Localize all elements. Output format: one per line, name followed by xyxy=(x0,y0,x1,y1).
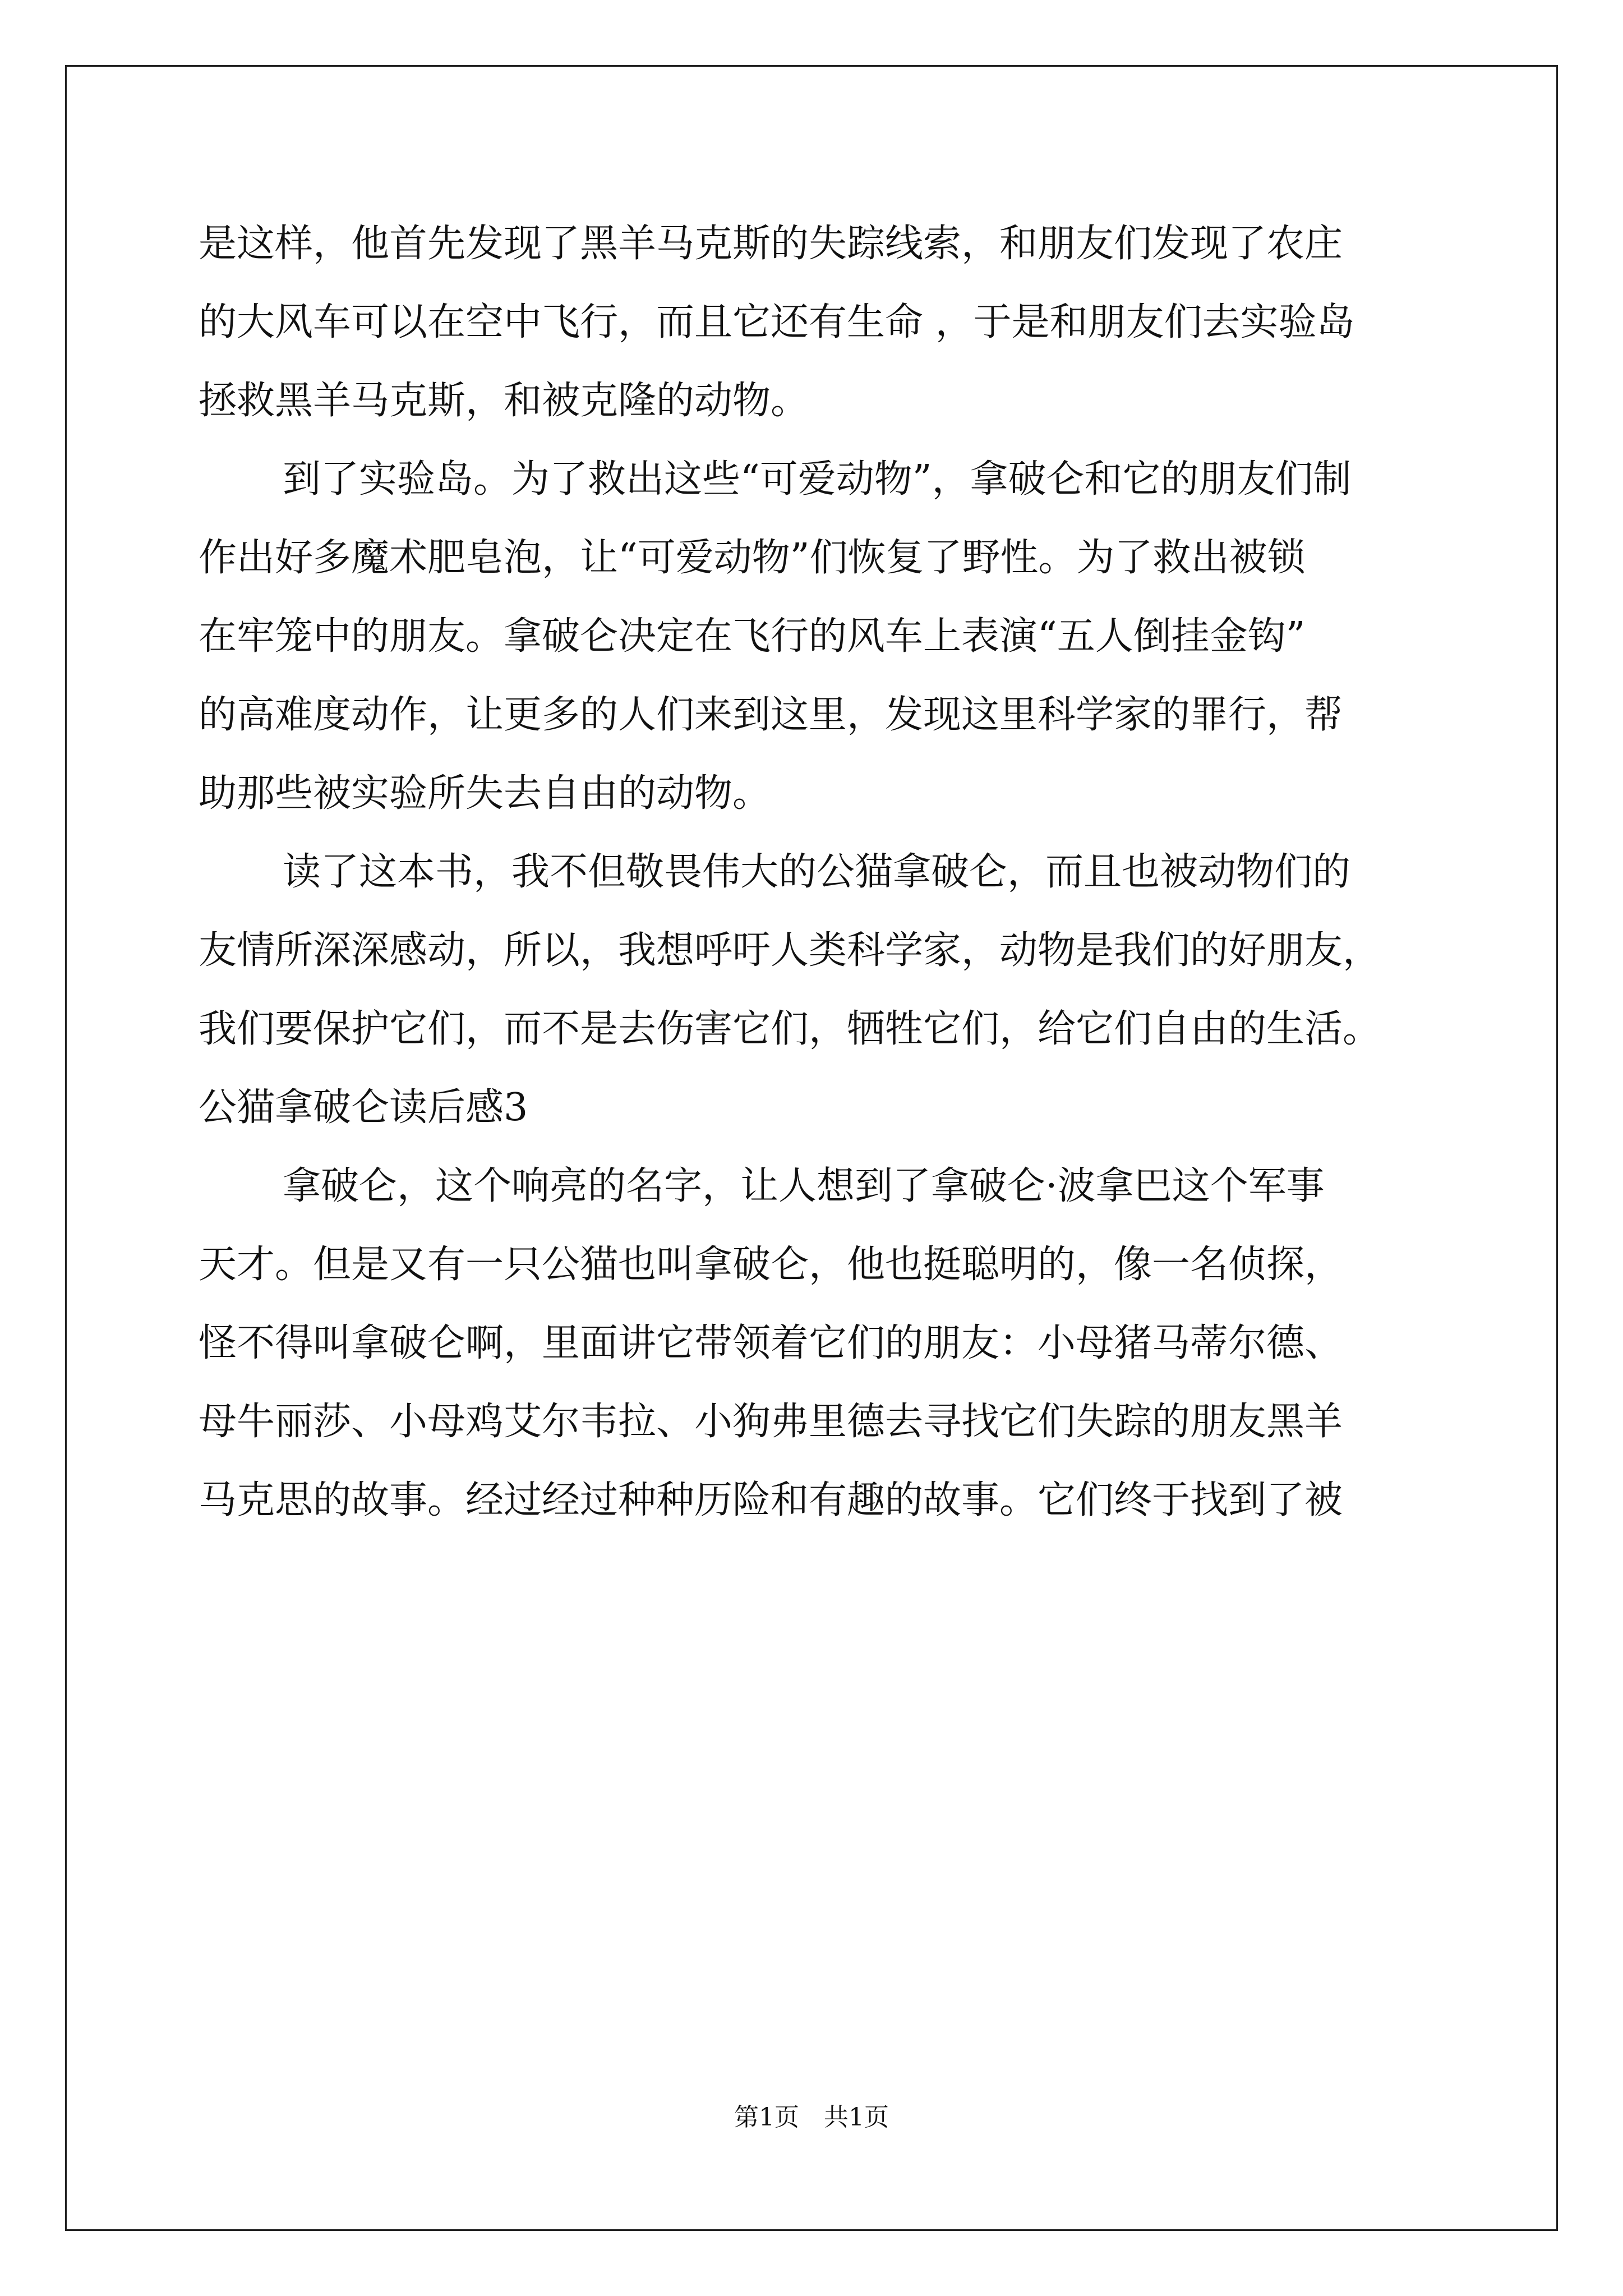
page-footer: 第1页 共1页 xyxy=(734,2103,889,2132)
text-line: 马克思的故事。经过经过种种历险和有趣的故事。它们终于找到了被 xyxy=(199,1478,1343,1522)
text-line: 的高难度动作，让更多的人们来到这里，发现这里科学家的罪行，帮 xyxy=(199,693,1343,737)
paragraph-first-line: 拿破仑，这个响亮的名字，让人想到了拿破仑·波拿巴这个军事 xyxy=(283,1164,1325,1208)
text-line: 我们要保护它们，而不是去伤害它们，牺牲它们，给它们自由的生活。 xyxy=(199,1007,1381,1051)
text-line: 友情所深深感动，所以，我想呼吁人类科学家，动物是我们的好朋友， xyxy=(199,928,1381,973)
text-line: 助那些被实验所失去自由的动物。 xyxy=(199,771,771,816)
text-line: 天才。但是又有一只公猫也叫拿破仑，他也挺聪明的，像一名侦探， xyxy=(199,1243,1343,1287)
text-line: 的大风车可以在空中飞行，而且它还有生命 ，于是和朋友们去实验岛 xyxy=(199,300,1355,344)
paragraph-first-line: 读了这本书，我不但敬畏伟大的公猫拿破仑，而且也被动物们的 xyxy=(283,850,1351,894)
text-line: 在牢笼中的朋友。拿破仑决定在飞行的风车上表演“五人倒挂金钩” xyxy=(199,614,1306,659)
text-line: 作出好多魔术肥皂泡，让“可爱动物”们恢复了野性。为了救出被锁 xyxy=(199,536,1306,580)
paragraph-first-line: 到了实验岛。为了救出这些“可爱动物”，拿破仑和它的朋友们制 xyxy=(283,457,1352,501)
text-line: 怪不得叫拿破仑啊，里面讲它带领着它们的朋友：小母猪马蒂尔德、 xyxy=(199,1321,1343,1365)
text-line: 是这样，他首先发现了黑羊马克斯的失踪线索，和朋友们发现了农庄 xyxy=(199,222,1343,266)
text-line: 母牛丽莎、小母鸡艾尔韦拉、小狗弗里德去寻找它们失踪的朋友黑羊 xyxy=(199,1400,1343,1444)
text-line: 拯救黑羊马克斯，和被克隆的动物。 xyxy=(199,379,809,423)
section-heading: 公猫拿破仑读后感3 xyxy=(199,1085,528,1130)
